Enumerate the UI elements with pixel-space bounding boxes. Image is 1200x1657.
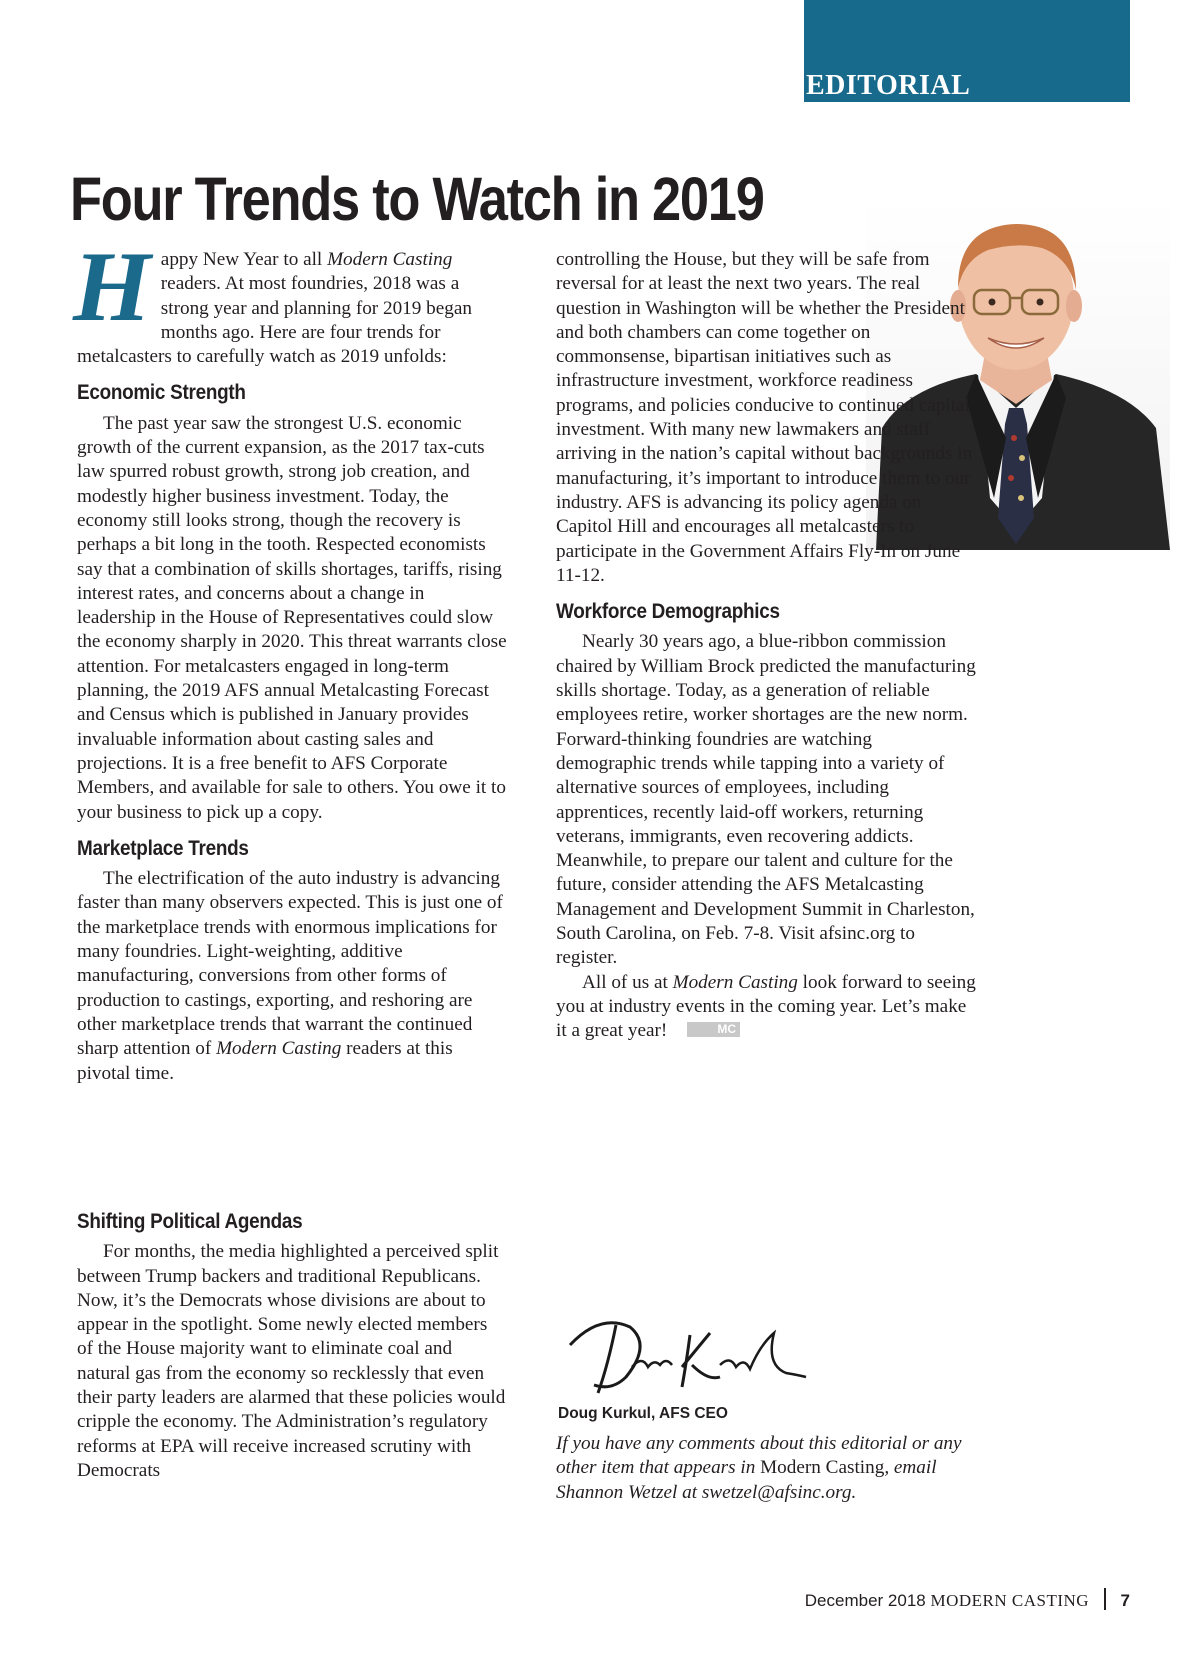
column-left-bottom	[77, 1210, 507, 1483]
signature	[560, 1305, 810, 1405]
page-number: 7	[1120, 1591, 1130, 1610]
workforce-paragraph: Nearly 30 years ago, a blue-ribbon commission chaired by William Brock predicted the manufacturing skills shortage. Today, as a generation of reliable employees retire, worker shortages are the new norm. Forward-thinking foundries are watching demographic trends while tapping into a variety of alternative sources of employees, including apprentices, recently laid-off workers, returning veterans, immigrants, even recovering addicts. Meanwhile, to prepare our talent and culture for the future, consider attending the AFS Metalcasting Management and Development Summit in Charleston, South Carolina, on Feb. 7-8. Visit afsinc.org to register.	[556, 631, 976, 969]
footer-divider	[1104, 1588, 1106, 1610]
political-continued: controlling the House, but they will be safe from reversal for at least the next two years. The real question in Washington will be whether the President and both chambers can come together on commonsense, bipartisan initiatives such as infrastructure investment, workforce readiness programs, and policies conducive to continued capital investment. With many new lawmakers and staff arriving in the nation’s capital without backgrounds in manufacturing, it’s important to introduce them to our industry. AFS is advancing its policy agenda on Capitol Hill and encourages all metalcasters to participate in the Government Affairs Fly-In on June 11-12.	[556, 249, 973, 586]
comment-note: If you have any comments about this editorial or any other item that appears in Modern Casting, email Shannon Wetzel at swetzel@afsinc.org.	[556, 1433, 962, 1503]
end-mark-badge: MC	[687, 1022, 740, 1037]
subhead-political: Shifting Political Agendas	[77, 1210, 303, 1233]
drop-cap: H	[73, 231, 151, 342]
magazine-name: MODERN CASTING	[930, 1591, 1090, 1610]
column-right	[556, 248, 976, 1044]
intro-paragraph: Happy New Year to all Modern Casting readers. At most foundries, 2018 was a strong year and planning for 2019 began months ago. Here are four trends for metalcasters to carefully watch as 2019 unfolds:	[73, 231, 472, 368]
column-left	[73, 231, 507, 1086]
headline: Four Trends to Watch in 2019	[70, 165, 764, 233]
marketplace-paragraph: The electrification of the auto industry is advancing faster than many observers expected. This is just one of the marketplace trends with enormous implications for many foundries. Light-weighting, additive manufacturing, conversions from other forms of production to castings, exporting, and reshoring are other marketplace trends that warrant the continued sharp attention of Modern Casting readers at this pivotal time.	[77, 868, 503, 1084]
section-label: EDITORIAL	[806, 70, 971, 101]
signer-name: Doug Kurkul, AFS CEO	[558, 1405, 728, 1422]
subhead-economic: Economic Strength	[77, 381, 246, 405]
political-paragraph: For months, the media highlighted a perceived split between Trump backers and traditional Republicans. Now, it’s the Democrats whose divisions are about to appear in the spotlight. Some newly elected members of the House majority want to eliminate coal and natural gas from the economy so recklessly that even their party leaders are alarmed that these policies would cripple the economy. The Administration’s regulatory reforms at EPA will receive increased scrutiny with Democrats	[77, 1241, 506, 1481]
page-footer	[805, 1588, 1130, 1611]
economic-paragraph: The past year saw the strongest U.S. economic growth of the current expansion, as the 2017 tax-cuts law spurred robust growth, strong job creation, and modestly higher business investment. Today, the economy still looks strong, though the recovery is perhaps a bit long in the tooth. Respected economists say that a combination of skills shortages, tariffs, rising interest rates, and concerns about a change in leadership in the House of Representatives could slow the economy sharply in 2020. This threat warrants close attention. For metalcasters engaged in long-term planning, the 2019 AFS annual Metalcasting Forecast and Census which is published in January provides invaluable information about casting sales and projections. It is a free benefit to AFS Corporate Members, and available for sale to others. You owe it to your business to pick up a copy.	[77, 412, 507, 823]
subhead-marketplace: Marketplace Trends	[77, 836, 249, 860]
subhead-workforce: Workforce Demographics	[556, 600, 780, 624]
closing-paragraph: All of us at Modern Casting look forward to seeing you at industry events in the coming year. Let’s make it a great year! MC	[556, 971, 976, 1042]
issue-date: December 2018	[804, 1591, 926, 1610]
